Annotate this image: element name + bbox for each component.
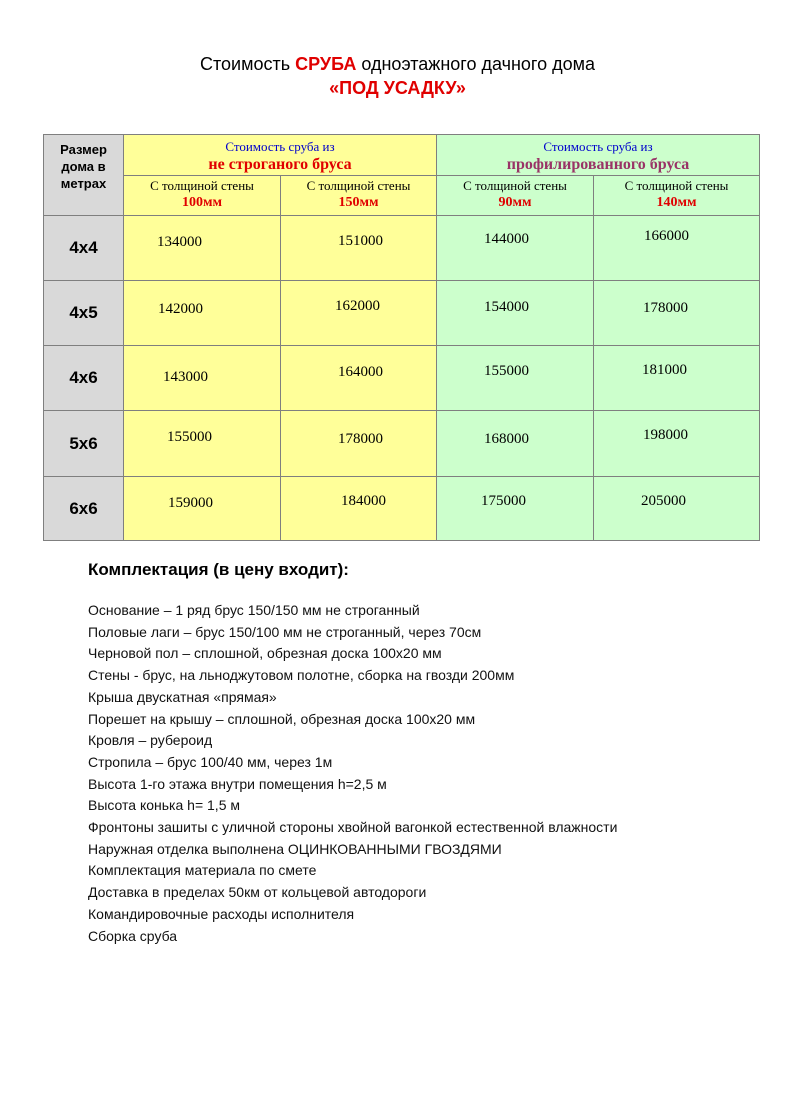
price-cell: [124, 216, 281, 281]
list-item: Стропила – брус 100/40 мм, через 1м: [88, 753, 333, 770]
title-prefix: Стоимость: [200, 54, 291, 74]
price-cell: [594, 216, 760, 281]
price-cell: [281, 411, 437, 477]
price-value: 144000: [484, 231, 529, 247]
group-header-line2: профилированного бруса: [506, 156, 690, 173]
subheader-150: [281, 176, 437, 216]
list-item: Кровля – рубероид: [88, 732, 213, 749]
price-value: 181000: [642, 362, 687, 378]
group-header-profiled: [437, 135, 760, 176]
price-cell: [437, 281, 594, 346]
subheader-label: С толщиной стены: [150, 178, 254, 193]
subheader-thickness: 140мм: [656, 195, 697, 210]
list-item: Комплектация материала по смете: [88, 862, 317, 879]
price-cell: [594, 411, 760, 477]
price-value: 178000: [338, 431, 383, 447]
list-item: Высота 1-го этажа внутри помещения h=2,5 м: [88, 775, 387, 792]
price-value: 198000: [643, 427, 688, 443]
page-title: [0, 52, 795, 100]
row-size: 4х6: [44, 346, 124, 411]
list-item: Командировочные расходы исполнителя: [88, 905, 355, 922]
price-value: 168000: [484, 431, 529, 447]
list-item: Сборка сруба: [88, 927, 178, 944]
row-size: 6х6: [44, 477, 124, 541]
price-value: 166000: [644, 228, 689, 244]
price-cell: [437, 477, 594, 541]
list-item: Основание – 1 ряд брус 150/150 мм не строганный: [88, 602, 420, 618]
title-highlight: СРУБА: [295, 54, 357, 74]
row-size: 4х4: [44, 216, 124, 281]
list-item: Крыша двускатная «прямая»: [88, 688, 277, 705]
group-header-line2: не строганого бруса: [208, 156, 352, 173]
price-cell: [281, 346, 437, 411]
subheader-thickness: 90мм: [498, 195, 532, 210]
price-cell: [124, 477, 281, 541]
price-value: 142000: [158, 301, 203, 317]
row-size: 5х6: [44, 411, 124, 477]
price-value: 164000: [338, 364, 383, 380]
price-table: [43, 134, 760, 541]
table-row: [44, 477, 760, 541]
list-item: Черновой пол – сплошной, обрезная доска 100х20 мм: [88, 645, 442, 662]
price-value: 205000: [641, 493, 686, 509]
price-value: 162000: [335, 298, 380, 314]
komplektatsiya-list: [88, 600, 617, 947]
price-cell: [437, 346, 594, 411]
title-line-1: [0, 52, 795, 76]
price-value: 184000: [341, 493, 386, 509]
table-row: [44, 216, 760, 281]
title-line-2: «ПОД УСАДКУ»: [329, 78, 466, 98]
price-value: 159000: [168, 495, 213, 511]
table-row: [44, 281, 760, 346]
price-cell: [437, 216, 594, 281]
table-row: [44, 411, 760, 477]
subheader-label: С толщиной стены: [306, 178, 411, 193]
price-cell: [594, 346, 760, 411]
subheader-100: [124, 176, 281, 216]
price-cell: [594, 281, 760, 346]
size-header: Размер дома в метрах: [44, 135, 124, 216]
price-value: 155000: [167, 429, 212, 445]
list-item: Доставка в пределах 50км от кольцевой автодороги: [88, 884, 427, 901]
list-item: Высота конька h= 1,5 м: [88, 797, 240, 814]
price-value: 143000: [163, 369, 208, 385]
price-cell: [594, 477, 760, 541]
title-suffix: одноэтажного дачного дома: [361, 54, 595, 74]
price-cell: [281, 281, 437, 346]
price-cell: [124, 281, 281, 346]
price-value: 151000: [338, 233, 383, 249]
list-item: Половые лаги – брус 150/100 мм не строганный, через 70см: [88, 623, 482, 640]
table-row: [44, 346, 760, 411]
group-header-line1: Стоимость сруба из: [543, 139, 653, 154]
price-value: 175000: [481, 493, 526, 509]
list-item: Наружная отделка выполнена ОЦИНКОВАННЫМИ ГВОЗДЯМИ: [88, 840, 502, 857]
price-cell: [124, 346, 281, 411]
price-cell: [281, 477, 437, 541]
price-value: 155000: [484, 363, 529, 379]
subheader-label: С толщиной стены: [463, 178, 567, 193]
section-title: Комплектация (в цену входит):: [88, 560, 349, 579]
group-header-line1: Стоимость сруба из: [225, 139, 335, 154]
subheader-thickness: 100мм: [181, 195, 223, 210]
subheader-label: С толщиной стены: [624, 178, 729, 193]
price-cell: [437, 411, 594, 477]
list-item: Стены - брус, на льноджутовом полотне, сборка на гвозди 200мм: [88, 667, 515, 684]
row-size: 4х5: [44, 281, 124, 346]
price-value: 134000: [157, 234, 202, 250]
subheader-140: [594, 176, 760, 216]
list-item: Порешет на крышу – сплошной, обрезная доска 100х20 мм: [88, 710, 476, 727]
subheader-90: [437, 176, 594, 216]
group-header-unplaned: [124, 135, 437, 176]
subheader-thickness: 150мм: [338, 195, 379, 210]
price-cell: [281, 216, 437, 281]
list-item: Фронтоны зашиты с уличной стороны хвойной вагонкой естественной влажности: [88, 819, 618, 836]
price-cell: [124, 411, 281, 477]
price-value: 154000: [484, 299, 529, 315]
price-value: 178000: [643, 300, 688, 316]
